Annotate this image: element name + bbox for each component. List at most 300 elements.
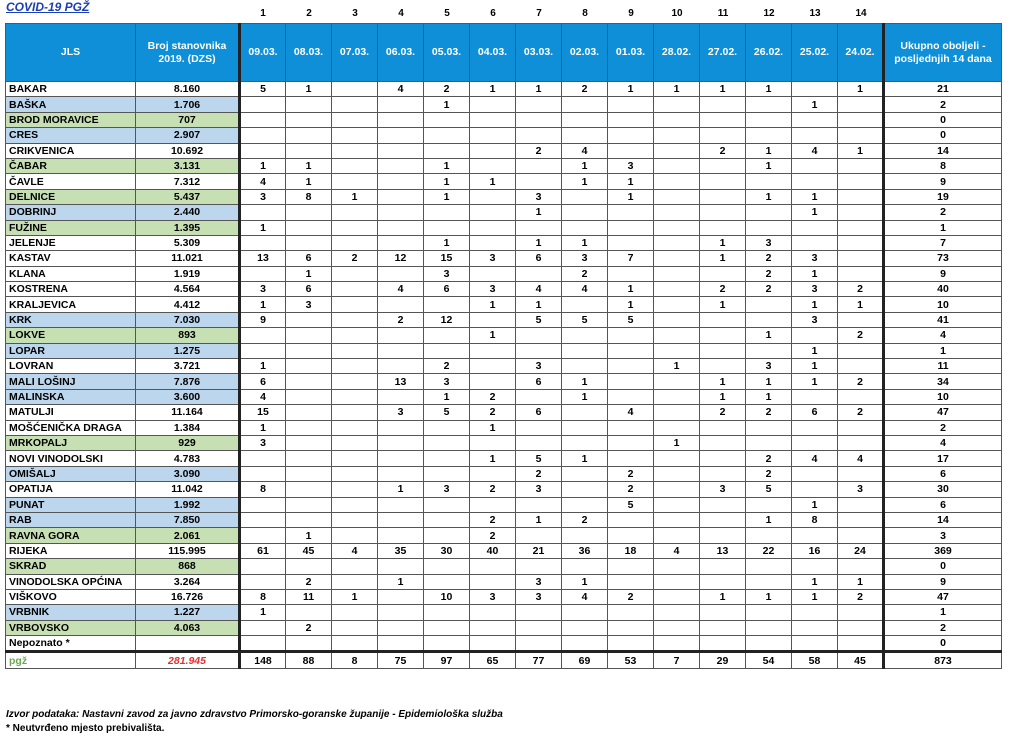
case-count-cell: 1 [792, 497, 838, 512]
case-count-cell [654, 466, 700, 481]
case-count-cell: 1 [332, 189, 378, 204]
total-cell: 9 [884, 174, 1002, 189]
case-count-cell [332, 174, 378, 189]
case-count-cell: 1 [746, 512, 792, 527]
header-jls: JLS [6, 24, 136, 82]
case-count-cell: 15 [424, 251, 470, 266]
case-count-cell: 2 [424, 82, 470, 97]
population-cell: 3.090 [136, 466, 240, 481]
case-count-cell [562, 220, 608, 235]
case-count-cell [378, 620, 424, 635]
case-count-cell [746, 559, 792, 574]
case-count-cell [792, 435, 838, 450]
case-count-cell: 1 [700, 297, 746, 312]
municipality-name: BAŠKA [6, 97, 136, 112]
case-count-cell: 1 [654, 82, 700, 97]
case-count-cell: 2 [838, 374, 884, 389]
case-count-cell [792, 112, 838, 127]
case-count-cell [470, 312, 516, 327]
case-count-cell [332, 389, 378, 404]
case-count-cell [424, 559, 470, 574]
case-count-cell [654, 620, 700, 635]
totals-grand: 873 [884, 652, 1002, 669]
case-count-cell [332, 420, 378, 435]
municipality-name: DELNICE [6, 189, 136, 204]
case-count-cell [608, 220, 654, 235]
case-count-cell [838, 128, 884, 143]
totals-label: pgž [6, 652, 136, 669]
case-count-cell [654, 251, 700, 266]
total-cell: 11 [884, 359, 1002, 374]
case-count-cell [746, 312, 792, 327]
case-count-cell: 1 [240, 220, 286, 235]
case-count-cell [378, 220, 424, 235]
population-cell: 115.995 [136, 543, 240, 558]
case-count-cell [516, 266, 562, 281]
case-count-cell: 3 [470, 251, 516, 266]
case-count-cell: 2 [746, 266, 792, 281]
case-count-cell [378, 112, 424, 127]
case-count-cell [608, 374, 654, 389]
case-count-cell [470, 128, 516, 143]
case-count-cell [470, 574, 516, 589]
population-cell: 4.063 [136, 620, 240, 635]
total-cell: 8 [884, 158, 1002, 173]
case-count-cell [516, 620, 562, 635]
header-date: 28.02. [654, 24, 700, 82]
population-cell: 3.264 [136, 574, 240, 589]
population-cell: 3.131 [136, 158, 240, 173]
case-count-cell: 2 [470, 405, 516, 420]
case-count-cell [378, 420, 424, 435]
case-count-cell [378, 343, 424, 358]
case-count-cell: 6 [240, 374, 286, 389]
total-cell: 1 [884, 343, 1002, 358]
case-count-cell [378, 512, 424, 527]
case-count-cell [700, 266, 746, 281]
case-count-cell [378, 559, 424, 574]
table-row [6, 589, 1002, 604]
population-cell: 893 [136, 328, 240, 343]
case-count-cell [654, 405, 700, 420]
case-count-cell [332, 82, 378, 97]
case-count-cell [378, 235, 424, 250]
table-row [6, 82, 1002, 97]
case-count-cell: 1 [424, 158, 470, 173]
case-count-cell: 1 [838, 82, 884, 97]
case-count-cell: 1 [470, 297, 516, 312]
population-cell: 7.312 [136, 174, 240, 189]
case-count-cell: 2 [562, 512, 608, 527]
column-number: 6 [490, 8, 496, 19]
case-count-cell: 13 [378, 374, 424, 389]
municipality-name: KASTAV [6, 251, 136, 266]
case-count-cell [424, 466, 470, 481]
table-row [6, 482, 1002, 497]
header-row [6, 24, 1002, 82]
case-count-cell [838, 158, 884, 173]
case-count-cell [838, 97, 884, 112]
case-count-cell: 3 [240, 282, 286, 297]
case-count-cell [700, 189, 746, 204]
header-date: 24.02. [838, 24, 884, 82]
total-cell: 47 [884, 405, 1002, 420]
case-count-cell: 3 [700, 482, 746, 497]
case-count-cell [608, 205, 654, 220]
case-count-cell: 3 [792, 251, 838, 266]
case-count-cell [286, 605, 332, 620]
case-count-cell [240, 235, 286, 250]
case-count-cell [332, 497, 378, 512]
case-count-cell [332, 359, 378, 374]
case-count-cell: 3 [746, 235, 792, 250]
case-count-cell [332, 620, 378, 635]
case-count-cell [286, 435, 332, 450]
case-count-cell [378, 158, 424, 173]
table-row [6, 559, 1002, 574]
municipality-name: RAB [6, 512, 136, 527]
case-count-cell [838, 266, 884, 281]
case-count-cell [792, 482, 838, 497]
case-count-cell [792, 559, 838, 574]
municipality-name: VRBOVSKO [6, 620, 136, 635]
case-count-cell: 1 [700, 389, 746, 404]
case-count-cell [470, 235, 516, 250]
case-count-cell [424, 636, 470, 652]
case-count-cell [240, 143, 286, 158]
case-count-cell: 18 [608, 543, 654, 558]
case-count-cell: 1 [470, 174, 516, 189]
case-count-cell [746, 420, 792, 435]
case-count-cell [608, 128, 654, 143]
case-count-cell: 4 [378, 282, 424, 297]
table-row [6, 205, 1002, 220]
case-count-cell [700, 559, 746, 574]
case-count-cell [562, 297, 608, 312]
case-count-cell [838, 528, 884, 543]
case-count-cell [654, 312, 700, 327]
case-count-cell [424, 128, 470, 143]
column-number: 2 [306, 8, 312, 19]
case-count-cell: 8 [286, 189, 332, 204]
table-row [6, 620, 1002, 635]
case-count-cell: 8 [240, 589, 286, 604]
case-count-cell: 1 [792, 205, 838, 220]
case-count-cell [654, 282, 700, 297]
case-count-cell: 4 [562, 589, 608, 604]
totals-day-cell: 29 [700, 652, 746, 669]
totals-day-cell: 75 [378, 652, 424, 669]
case-count-cell [470, 205, 516, 220]
case-count-cell: 1 [240, 158, 286, 173]
case-count-cell: 5 [424, 405, 470, 420]
case-count-cell: 1 [746, 189, 792, 204]
case-count-cell [654, 158, 700, 173]
total-cell: 2 [884, 420, 1002, 435]
case-count-cell: 1 [240, 359, 286, 374]
case-count-cell [792, 605, 838, 620]
case-count-cell [562, 528, 608, 543]
case-count-cell [470, 374, 516, 389]
population-cell: 7.030 [136, 312, 240, 327]
case-count-cell [378, 143, 424, 158]
case-count-cell: 2 [838, 328, 884, 343]
case-count-cell [470, 343, 516, 358]
case-count-cell: 4 [240, 389, 286, 404]
population-cell: 1.227 [136, 605, 240, 620]
table-row [6, 328, 1002, 343]
case-count-cell: 12 [424, 312, 470, 327]
case-count-cell [378, 189, 424, 204]
case-count-cell [286, 328, 332, 343]
case-count-cell [240, 620, 286, 635]
case-count-cell [792, 420, 838, 435]
header-population: Broj stanovnika 2019. (DZS) [136, 24, 240, 82]
header-total: Ukupno oboljeli - posljednjih 14 dana [884, 24, 1002, 82]
totals-day-cell: 7 [654, 652, 700, 669]
case-count-cell: 1 [608, 189, 654, 204]
table-row [6, 220, 1002, 235]
case-count-cell: 22 [746, 543, 792, 558]
case-count-cell: 1 [240, 420, 286, 435]
header-date: 07.03. [332, 24, 378, 82]
total-cell: 14 [884, 512, 1002, 527]
case-count-cell [700, 112, 746, 127]
case-count-cell: 1 [608, 297, 654, 312]
case-count-cell: 1 [792, 359, 838, 374]
case-count-cell [654, 497, 700, 512]
case-count-cell [700, 128, 746, 143]
total-cell: 6 [884, 466, 1002, 481]
case-count-cell: 1 [700, 374, 746, 389]
case-count-cell [700, 359, 746, 374]
case-count-cell: 3 [424, 482, 470, 497]
case-count-cell [516, 435, 562, 450]
case-count-cell [516, 128, 562, 143]
case-count-cell [240, 97, 286, 112]
municipality-name: OMIŠALJ [6, 466, 136, 481]
total-cell: 0 [884, 112, 1002, 127]
case-count-cell: 1 [608, 282, 654, 297]
case-count-cell [378, 359, 424, 374]
case-count-cell [286, 374, 332, 389]
case-count-cell: 3 [424, 266, 470, 281]
municipality-name: ČABAR [6, 158, 136, 173]
case-count-cell [332, 282, 378, 297]
source-note: Izvor podataka: Nastavni zavod za javno zdravstvo Primorsko-goranske županije - Epidemiološka služba [6, 709, 503, 720]
population-cell: 16.726 [136, 589, 240, 604]
case-count-cell: 1 [240, 605, 286, 620]
column-number: 1 [260, 8, 266, 19]
case-count-cell [562, 112, 608, 127]
table-row [6, 512, 1002, 527]
case-count-cell [700, 605, 746, 620]
municipality-name: CRIKVENICA [6, 143, 136, 158]
table-row [6, 312, 1002, 327]
case-count-cell: 5 [240, 82, 286, 97]
case-count-cell [700, 620, 746, 635]
case-count-cell [240, 343, 286, 358]
case-count-cell [516, 559, 562, 574]
case-count-cell [378, 266, 424, 281]
column-number: 3 [352, 8, 358, 19]
case-count-cell [286, 97, 332, 112]
case-count-cell: 1 [562, 174, 608, 189]
case-count-cell: 1 [746, 143, 792, 158]
table-row [6, 389, 1002, 404]
case-count-cell [700, 174, 746, 189]
case-count-cell: 1 [424, 189, 470, 204]
municipality-name: JELENJE [6, 235, 136, 250]
case-count-cell [516, 528, 562, 543]
case-count-cell [424, 143, 470, 158]
case-count-cell [700, 420, 746, 435]
case-count-cell: 15 [240, 405, 286, 420]
case-count-cell: 7 [608, 251, 654, 266]
case-count-cell: 1 [746, 589, 792, 604]
case-count-cell [378, 174, 424, 189]
case-count-cell [332, 328, 378, 343]
totals-day-cell: 148 [240, 652, 286, 669]
case-count-cell [654, 112, 700, 127]
case-count-cell: 2 [470, 512, 516, 527]
case-count-cell [792, 235, 838, 250]
case-count-cell [562, 466, 608, 481]
totals-day-cell: 65 [470, 652, 516, 669]
case-count-cell [286, 128, 332, 143]
case-count-cell: 1 [700, 235, 746, 250]
table-row [6, 466, 1002, 481]
population-cell: 2.440 [136, 205, 240, 220]
case-count-cell [332, 512, 378, 527]
header-date: 27.02. [700, 24, 746, 82]
case-count-cell: 1 [516, 235, 562, 250]
case-count-cell [286, 512, 332, 527]
case-count-cell [332, 235, 378, 250]
municipality-name: VINODOLSKA OPĆINA [6, 574, 136, 589]
case-count-cell: 2 [470, 482, 516, 497]
case-count-cell: 1 [838, 143, 884, 158]
case-count-cell [746, 620, 792, 635]
case-count-cell [286, 559, 332, 574]
case-count-cell [240, 636, 286, 652]
case-count-cell [562, 205, 608, 220]
case-count-cell: 4 [378, 82, 424, 97]
case-count-cell: 6 [792, 405, 838, 420]
case-count-cell: 1 [700, 589, 746, 604]
case-count-cell: 1 [792, 574, 838, 589]
table-body [6, 82, 1002, 669]
case-count-cell [378, 636, 424, 652]
case-count-cell [654, 374, 700, 389]
municipality-name: CRES [6, 128, 136, 143]
population-cell: 5.309 [136, 235, 240, 250]
population-cell: 1.706 [136, 97, 240, 112]
case-count-cell: 2 [516, 143, 562, 158]
case-count-cell [838, 389, 884, 404]
case-count-cell [332, 158, 378, 173]
case-count-cell [240, 328, 286, 343]
case-count-cell [516, 343, 562, 358]
case-count-cell [792, 128, 838, 143]
case-count-cell [378, 128, 424, 143]
case-count-cell [608, 143, 654, 158]
case-count-cell [424, 112, 470, 127]
case-count-cell [378, 97, 424, 112]
case-count-cell [424, 528, 470, 543]
case-count-cell: 4 [838, 451, 884, 466]
case-count-cell: 2 [746, 282, 792, 297]
column-number: 4 [398, 8, 404, 19]
case-count-cell: 3 [240, 435, 286, 450]
case-count-cell: 61 [240, 543, 286, 558]
case-count-cell [332, 266, 378, 281]
case-count-cell [654, 174, 700, 189]
case-count-cell [470, 220, 516, 235]
case-count-cell [654, 343, 700, 358]
case-count-cell: 1 [424, 174, 470, 189]
case-count-cell [562, 420, 608, 435]
case-count-cell [654, 235, 700, 250]
case-count-cell [332, 559, 378, 574]
case-count-cell: 1 [792, 589, 838, 604]
case-count-cell [792, 636, 838, 652]
case-count-cell [654, 451, 700, 466]
case-count-cell: 5 [562, 312, 608, 327]
municipality-name: KLANA [6, 266, 136, 281]
population-cell: 4.564 [136, 282, 240, 297]
case-count-cell: 3 [470, 282, 516, 297]
case-count-cell: 35 [378, 543, 424, 558]
case-count-cell [470, 636, 516, 652]
case-count-cell [286, 343, 332, 358]
table-row [6, 174, 1002, 189]
case-count-cell: 1 [516, 512, 562, 527]
case-count-cell [378, 528, 424, 543]
table-row [6, 158, 1002, 173]
municipality-name: SKRAD [6, 559, 136, 574]
case-count-cell: 3 [424, 374, 470, 389]
case-count-cell [746, 636, 792, 652]
municipality-name: BROD MORAVICE [6, 112, 136, 127]
case-count-cell [654, 589, 700, 604]
case-count-cell: 2 [286, 620, 332, 635]
case-count-cell [332, 220, 378, 235]
totals-row [6, 652, 1002, 669]
population-cell: 1.384 [136, 420, 240, 435]
totals-day-cell: 58 [792, 652, 838, 669]
totals-day-cell: 54 [746, 652, 792, 669]
case-count-cell [608, 97, 654, 112]
case-count-cell [562, 405, 608, 420]
total-cell: 6 [884, 497, 1002, 512]
case-count-cell [424, 435, 470, 450]
case-count-cell [700, 528, 746, 543]
table-row [6, 435, 1002, 450]
table-row [6, 97, 1002, 112]
case-count-cell: 4 [792, 451, 838, 466]
case-count-cell: 6 [516, 405, 562, 420]
case-count-cell [470, 497, 516, 512]
case-count-cell [562, 359, 608, 374]
case-count-cell: 10 [424, 589, 470, 604]
case-count-cell: 1 [378, 574, 424, 589]
case-count-cell [838, 559, 884, 574]
totals-day-cell: 8 [332, 652, 378, 669]
total-cell: 0 [884, 559, 1002, 574]
case-count-cell [792, 389, 838, 404]
case-count-cell: 2 [424, 359, 470, 374]
